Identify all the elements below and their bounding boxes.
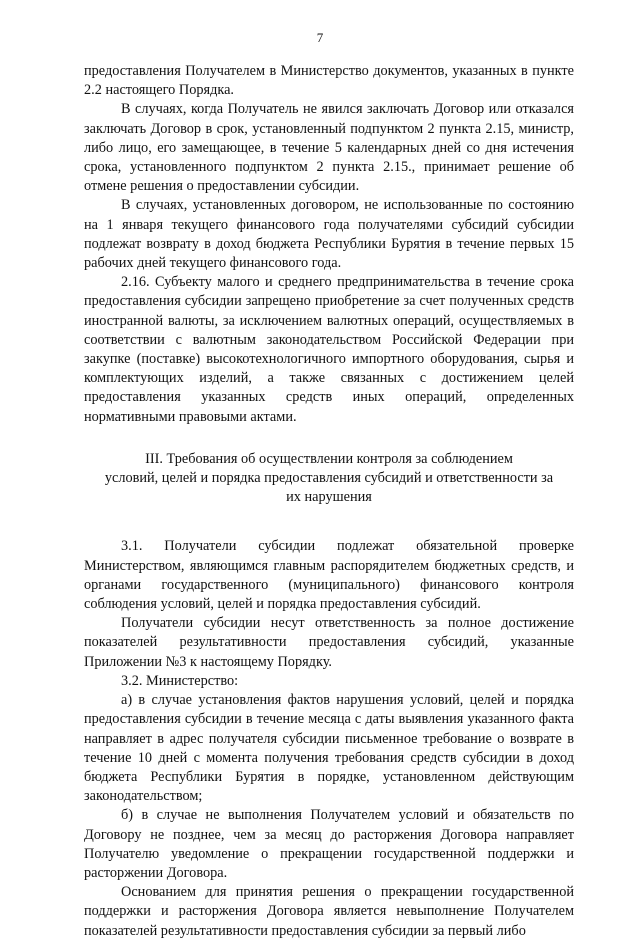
paragraph: В случаях, установленных договором, не использованные по состоянию на 1 января текущего финансового года получателями субсидий субсидии подлежат возврату в доход бюджета Республики Бурятия в течение первых 15 рабочих дней текущего финансового года. [84,197,574,272]
section-heading-line: III. Требования об осуществлении контроля за соблюдением [145,450,513,467]
section-heading [84,450,574,508]
paragraph: 3.1. Получатели субсидии подлежат обязательной проверке Министерством, являющимся главным распорядителем бюджетных средств, и органами государственного (муниципального) финансового контроля соблюдения условий, целей и порядка предоставления субсидий. [84,538,574,613]
section-heading-line: их нарушения [286,489,372,506]
paragraph: 3.2. Министерство: [121,672,239,689]
paragraph: предоставления Получателем в Министерство документов, указанных в пункте 2.2 настоящего Порядка. [84,63,574,99]
document-body [84,62,574,941]
paragraph: а) в случае установления фактов нарушения условий, целей и порядка предоставления субсидии в течение месяца с даты выявления указанного факта направляет в адрес получателя субсидии письменное требование о возврате в течение 10 дней с момента получения требования средств субсидии в доход бюджета Республики Бурятия в порядке, установленном действующим законодательством; [84,692,574,805]
page-number: 7 [316,30,324,45]
paragraph: б) в случае не выполнения Получателем условий и обязательств по Договору не позднее, чем за месяц до расторжения Договора направляет Получателю уведомление о прекращении государственной поддержки и расторжении Договора. [84,807,574,881]
paragraph: Получатели субсидии несут ответственность за полное достижение показателей результативности предоставления субсидий, указанные Приложении №3 к настоящему Порядку. [84,615,574,670]
paragraph: Основанием для принятия решения о прекращении государственной поддержки и расторжения Договора является невыполнение Получателем показателей результативности предоставления субсидии за первый либо [84,884,574,939]
paragraph: 2.16. Субъекту малого и среднего предпринимательства в течение срока предоставления субсидии запрещено приобретение за счет полученных средств иностранной валюты, за исключением валютных операций, осуществляемых в соответствии с валютным законодательством Российской Федерации при закупке (поставке) высокотехнологичного импортного оборудования, сырья и комплектующих изделий, а также связанных с достижением целей предоставления указанных средств иных операций, определенных нормативными правовыми актами. [84,274,574,425]
paragraph: В случаях, когда Получатель не явился заключать Договор или отказался заключать Договор в срок, установленный подпунктом 2 пункта 2.15, министр, либо лицо, его замещающее, в течение 5 календарных дней со дня истечения срока, установленного подпунктом 2 пункта 2.15., принимает решение об отмене решения о предоставлении субсидии. [84,101,574,195]
section-heading-line: условий, целей и порядка предоставления субсидий и ответственности за [104,470,554,487]
